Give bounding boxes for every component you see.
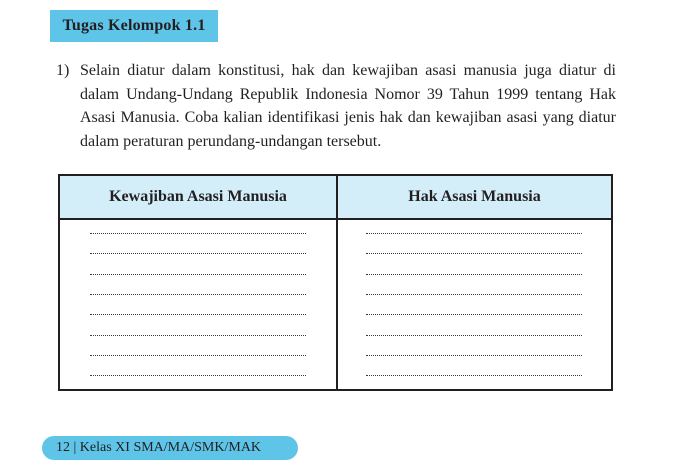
kewajiban-answer-line — [90, 233, 306, 234]
hak-answer-line — [366, 314, 582, 315]
kewajiban-answer-line — [90, 314, 306, 315]
hak-answer-line — [366, 335, 582, 336]
kewajiban-answer-line — [90, 253, 306, 254]
hak-answer-line — [366, 233, 582, 234]
question-number: 1) — [56, 62, 70, 79]
column-divider — [336, 176, 338, 389]
task-label: Tugas Kelompok 1.1 — [50, 10, 218, 42]
kewajiban-answer-line — [90, 355, 306, 356]
answer-table — [58, 174, 613, 391]
kewajiban-answer-line — [90, 294, 306, 295]
question-1 — [56, 59, 616, 153]
hak-answer-line — [366, 355, 582, 356]
hak-answer-line — [366, 274, 582, 275]
hak-answer-line — [366, 294, 582, 295]
header-hak: Hak Asasi Manusia — [408, 188, 541, 205]
hak-answer-line — [366, 375, 582, 376]
page-footer: 12 | Kelas XI SMA/MA/SMK/MAK — [42, 436, 298, 460]
kewajiban-answer-line — [90, 375, 306, 376]
header-kewajiban: Kewajiban Asasi Manusia — [109, 188, 287, 205]
question-text: Selain diatur dalam konstitusi, hak dan kewajiban asasi manusia juga diatur di dalam Undang-Undang Republik Indonesia Nomor 39 Tahun 1999 tentang Hak Asasi Manusia. Coba kalian identifikasi jenis hak dan kewajiban asasi yang diatur dalam peraturan perundang-undangan tersebut. — [80, 62, 616, 150]
kewajiban-answer-line — [90, 335, 306, 336]
hak-answer-line — [366, 253, 582, 254]
kewajiban-answer-line — [90, 274, 306, 275]
